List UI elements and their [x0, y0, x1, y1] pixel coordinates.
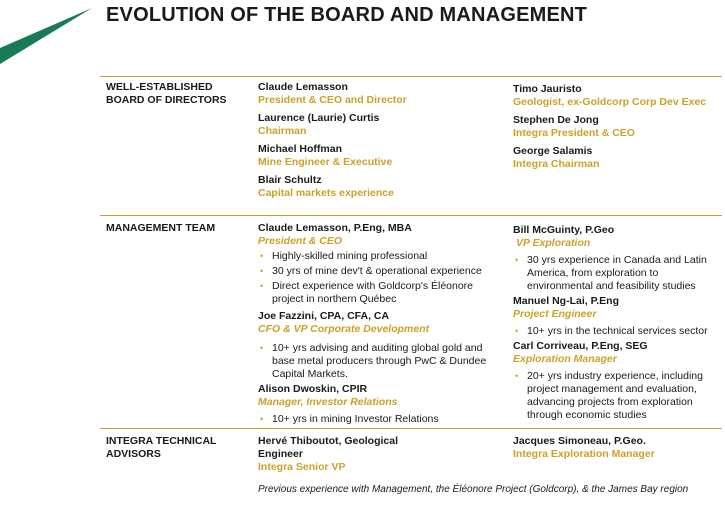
member-role: President & CEO and Director	[258, 94, 407, 106]
board-right-column	[513, 83, 723, 176]
list-item: • 30 yrs experience in Canada and Latin America, from exploration to environmental and feasibility studies	[513, 254, 718, 293]
member-role: Mine Engineer & Executive	[258, 156, 393, 168]
member-name: Manuel Ng-Lai, P.Eng	[513, 295, 619, 307]
team-member	[258, 222, 490, 306]
page-title: EVOLUTION OF THE BOARD AND MANAGEMENT	[106, 4, 588, 26]
member-name: Stephen De Jong	[513, 114, 599, 126]
member-name: Timo Jauristo	[513, 83, 582, 95]
team-member	[513, 340, 718, 422]
team-member	[258, 310, 490, 381]
member-name: Jacques Simoneau, P.Geo.	[513, 435, 646, 447]
team-member	[258, 383, 490, 426]
member-name: Claude Lemasson	[258, 81, 348, 93]
list-item: • 10+ yrs in mining Investor Relations	[258, 413, 490, 426]
section-divider-board	[100, 76, 722, 77]
list-item: • 30 yrs of mine dev't & operational experience	[258, 265, 490, 278]
board-left-column	[258, 81, 498, 205]
member-role: Geologist, ex-Goldcorp Corp Dev Exec	[513, 96, 707, 108]
list-item: • 10+ yrs in the technical services sector	[513, 325, 718, 338]
member-role: Integra Chairman	[513, 158, 600, 170]
list-item: • 10+ yrs advising and auditing global gold and base metal producers through PwC & Dundee Capital Markets.	[258, 342, 490, 381]
section-divider-advisors	[100, 428, 722, 429]
corner-triangle-decoration	[0, 0, 100, 70]
member-name: Joe Fazzini, CPA, CFA, CA	[258, 310, 390, 322]
experience-list	[513, 254, 718, 293]
member-name: Claude Lemasson, P.Eng, MBA	[258, 222, 412, 234]
advisors-right-column	[513, 435, 718, 466]
management-left-column	[258, 222, 490, 431]
footnote: Previous experience with Management, the Éléonore Project (Goldcorp), & the James Bay region	[258, 484, 689, 495]
member-role: VP Exploration	[516, 237, 591, 249]
member-name: Hervé Thiboutot, Geological Engineer	[258, 435, 399, 460]
member-name: Bill McGuinty, P.Geo	[513, 224, 615, 236]
board-member	[513, 83, 723, 109]
section-label-management: MANAGEMENT TEAM	[106, 222, 216, 234]
member-name: Michael Hoffman	[258, 143, 343, 155]
member-role: Integra Senior VP	[258, 461, 346, 473]
advisor	[258, 435, 418, 474]
list-item: • 20+ yrs industry experience, including project management and evaluation, advancing projects from exploration through economic studies	[513, 370, 718, 422]
member-role: Integra President & CEO	[513, 127, 635, 139]
experience-list	[258, 342, 490, 381]
experience-list	[258, 413, 490, 426]
member-role: President & CEO	[258, 235, 343, 247]
list-item: • Direct experience with Goldcorp's Éléonore project in northern Québec	[258, 280, 490, 306]
board-member	[258, 143, 498, 169]
member-role: CFO & VP Corporate Development	[258, 323, 430, 335]
team-member	[513, 224, 718, 293]
management-right-column	[513, 224, 718, 427]
member-name: Laurence (Laurie) Curtis	[258, 112, 380, 124]
list-item: • Highly-skilled mining professional	[258, 250, 490, 263]
board-member	[513, 114, 723, 140]
board-member	[513, 145, 723, 171]
member-name: Blair Schultz	[258, 174, 322, 186]
board-member	[258, 81, 498, 107]
member-name: George Salamis	[513, 145, 593, 157]
experience-list	[258, 250, 490, 306]
section-divider-management	[100, 215, 722, 216]
experience-list	[513, 370, 718, 422]
board-member	[258, 112, 498, 138]
member-name: Carl Corriveau, P.Eng, SEG	[513, 340, 648, 352]
advisors-left-column	[258, 435, 418, 479]
team-member	[513, 295, 718, 338]
section-label-advisors: INTEGRA TECHNICAL ADVISORS	[106, 435, 217, 460]
member-name: Alison Dwoskin, CPIR	[258, 383, 368, 395]
board-member	[258, 174, 498, 200]
member-role: Exploration Manager	[513, 353, 617, 365]
advisor	[513, 435, 718, 461]
experience-list	[513, 325, 718, 338]
member-role: Manager, Investor Relations	[258, 396, 398, 408]
member-role: Chairman	[258, 125, 307, 137]
member-role: Project Engineer	[513, 308, 597, 320]
member-role: Capital markets experience	[258, 187, 394, 199]
member-role: Integra Exploration Manager	[513, 448, 655, 460]
section-label-board: WELL-ESTABLISHED BOARD OF DIRECTORS	[106, 81, 227, 106]
